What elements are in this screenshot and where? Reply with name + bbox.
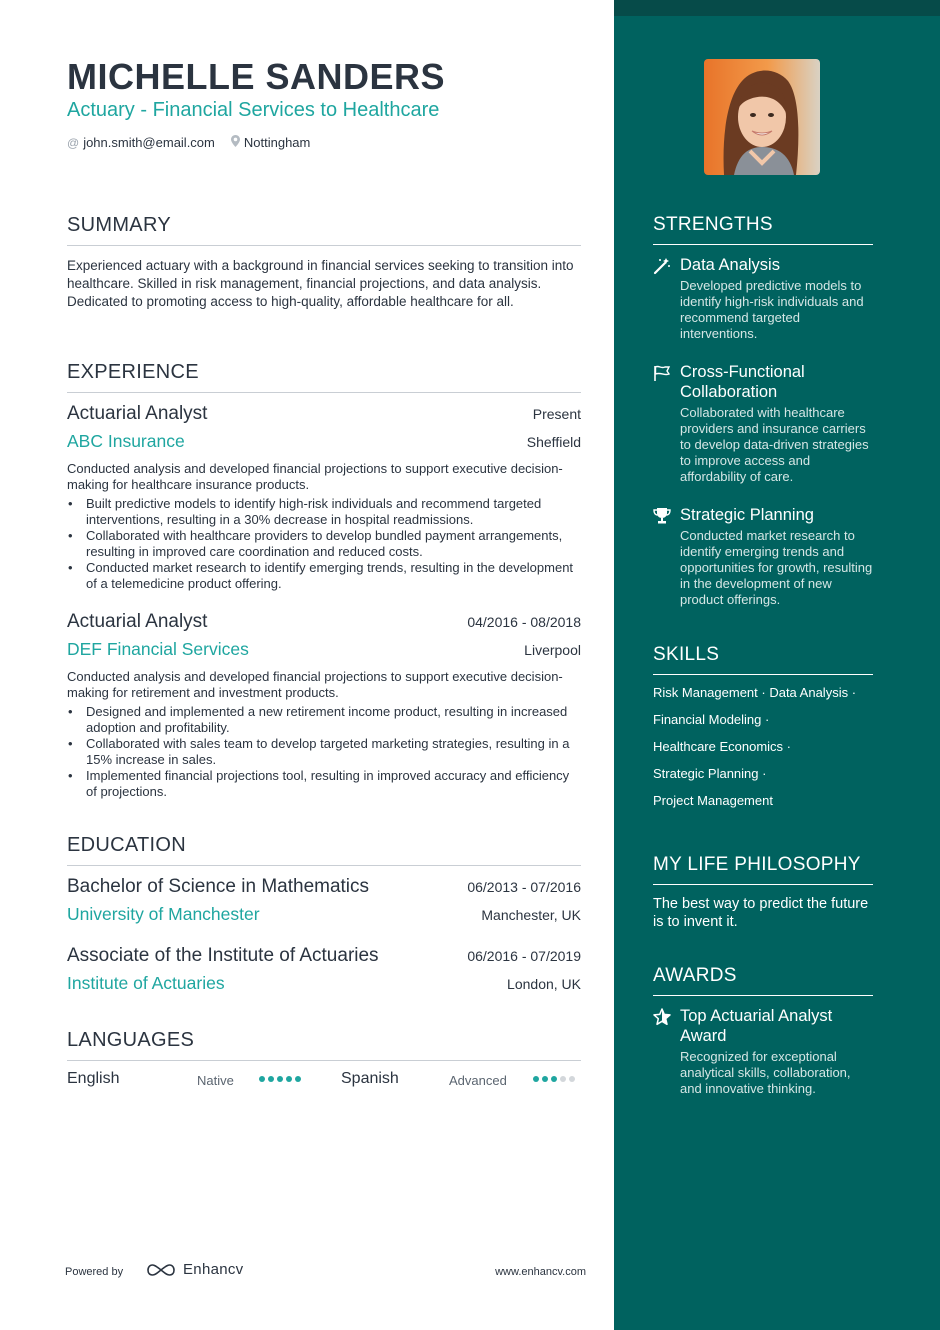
sidebar	[614, 0, 940, 1330]
education-date: 06/2016 - 07/2019	[467, 948, 581, 964]
profile-photo	[704, 59, 820, 175]
skill-line: Healthcare Economics ·	[653, 739, 791, 754]
language-proficiency-dots	[259, 1076, 301, 1082]
proficiency-dot-filled	[551, 1076, 557, 1082]
job-bullet: • Built predictive models to identify high-risk individuals and recommend targeted interventions, resulting in a 30% decrease in hospital readmissions.	[67, 496, 581, 528]
email-text: john.smith@email.com	[83, 135, 215, 150]
degree-title: Bachelor of Science in Mathematics	[67, 876, 370, 897]
language-level: Native	[197, 1073, 234, 1088]
location-pin-icon	[231, 135, 240, 150]
star-icon	[653, 1008, 671, 1026]
language-proficiency-dots	[533, 1076, 575, 1082]
trophy-icon	[653, 507, 671, 525]
contact-info	[67, 135, 310, 150]
enhancv-brand: Enhancv	[183, 1261, 244, 1278]
award-item	[653, 1006, 875, 1097]
languages-list	[67, 1070, 581, 1092]
languages-heading: LANGUAGES	[67, 1029, 581, 1061]
profile-photo-image	[704, 59, 820, 175]
proficiency-dot-empty	[560, 1076, 566, 1082]
education-heading: EDUCATION	[67, 834, 581, 866]
summary-text: Experienced actuary with a background in financial services seeking to transition into healthcare. Skilled in risk management, financial projections, and data analysis. Dedicated to promoting access to high-quality, affordable healthcare for all.	[67, 258, 574, 309]
strength-item	[653, 505, 875, 608]
candidate-name: MICHELLE SANDERS	[67, 56, 446, 97]
job-bullet: • Conducted market research to identify emerging trends, resulting in the development of a telemedicine product offering.	[67, 560, 581, 592]
language-level: Advanced	[449, 1073, 507, 1088]
job-bullets	[67, 496, 581, 592]
magic-wand-icon	[653, 257, 671, 275]
award-text: Recognized for exceptional analytical skills, collaboration, and innovative thinking.	[680, 1049, 851, 1096]
education-location: London, UK	[507, 976, 581, 992]
job-company: ABC Insurance	[67, 431, 185, 451]
job-date: 04/2016 - 08/2018	[467, 614, 581, 630]
job-bullet: • Implemented financial projections tool, resulting in improved accuracy and efficiency of projections.	[67, 768, 581, 800]
strength-item	[653, 255, 875, 342]
summary-heading: SUMMARY	[67, 214, 581, 246]
at-icon: @	[67, 135, 80, 150]
enhancv-logo[interactable]	[145, 1261, 243, 1278]
job-date: Present	[532, 406, 581, 422]
strength-title: Data Analysis	[680, 256, 780, 274]
education-date: 06/2013 - 07/2016	[467, 879, 581, 895]
language-item	[67, 1070, 307, 1088]
job-location: Liverpool	[524, 642, 581, 658]
language-item	[341, 1070, 581, 1088]
experience-item	[67, 403, 581, 592]
skills-list	[653, 685, 883, 820]
education-item	[67, 876, 581, 925]
powered-by-text: Powered by	[65, 1266, 124, 1278]
job-title: Actuarial Analyst	[67, 403, 208, 424]
awards-heading: AWARDS	[653, 965, 873, 996]
job-bullet: • Collaborated with sales team to develop targeted marketing strategies, resulting in a 15% increase in sales.	[67, 736, 581, 768]
school-name: Institute of Actuaries	[67, 973, 225, 993]
proficiency-dot-filled	[259, 1076, 265, 1082]
location-text: Nottingham	[243, 135, 311, 150]
strength-text: Collaborated with healthcare providers and insurance carriers to develop data-driven strategies to improve access and affordability of care.	[680, 405, 869, 484]
experience-heading: EXPERIENCE	[67, 361, 581, 393]
degree-title: Associate of the Institute of Actuaries	[67, 945, 379, 966]
proficiency-dot-filled	[277, 1076, 283, 1082]
flag-icon	[653, 364, 671, 382]
job-description: Conducted analysis and developed financial projections to support executive decision-making for healthcare insurance products.	[67, 461, 563, 492]
school-name: University of Manchester	[67, 904, 260, 924]
job-location: Sheffield	[526, 434, 581, 450]
proficiency-dot-empty	[569, 1076, 575, 1082]
job-title: Actuarial Analyst	[67, 611, 208, 632]
footer	[65, 1261, 586, 1284]
email-contact[interactable]	[67, 135, 215, 150]
philosophy-heading: MY LIFE PHILOSOPHY	[653, 854, 873, 885]
proficiency-dot-filled	[268, 1076, 274, 1082]
strength-title: Cross-Functional Collaboration	[680, 363, 805, 401]
strength-item	[653, 362, 875, 485]
proficiency-dot-filled	[286, 1076, 292, 1082]
job-company: DEF Financial Services	[67, 639, 249, 659]
education-location: Manchester, UK	[481, 907, 581, 923]
job-bullet: • Designed and implemented a new retirement income product, resulting in increased adoption and profitability.	[67, 704, 581, 736]
strength-text: Conducted market research to identify emerging trends and opportunities for growth, resulting in the development of new product offerings.	[680, 528, 873, 607]
location-contact	[231, 135, 310, 150]
strength-title: Strategic Planning	[680, 506, 814, 524]
job-bullets	[67, 704, 581, 800]
sidebar-top-bar	[614, 0, 940, 16]
strength-text: Developed predictive models to identify high-risk individuals and recommend targeted interventions.	[680, 278, 864, 341]
skills-heading: SKILLS	[653, 644, 873, 675]
strengths-heading: STRENGTHS	[653, 214, 873, 245]
footer-url[interactable]: www.enhancv.com	[495, 1266, 586, 1278]
proficiency-dot-filled	[295, 1076, 301, 1082]
proficiency-dot-filled	[542, 1076, 548, 1082]
experience-item	[67, 611, 581, 800]
skill-line: Financial Modeling ·	[653, 712, 770, 727]
skill-line: Project Management	[653, 793, 773, 808]
education-item	[67, 945, 581, 994]
language-name: Spanish	[341, 1070, 399, 1087]
skill-line: Risk Management · Data Analysis ·	[653, 685, 857, 700]
skill-line: Strategic Planning ·	[653, 766, 767, 781]
job-bullet: • Collaborated with healthcare providers to develop bundled payment arrangements, resulting in improved care coordination and reduced costs.	[67, 528, 581, 560]
language-name: English	[67, 1070, 120, 1087]
job-description: Conducted analysis and developed financial projections to support executive decision-making for retirement and investment products.	[67, 669, 563, 700]
philosophy-text: The best way to predict the future is to invent it.	[653, 896, 869, 930]
proficiency-dot-filled	[533, 1076, 539, 1082]
award-title: Top Actuarial Analyst Award	[680, 1007, 833, 1045]
candidate-role: Actuary - Financial Services to Healthcare	[67, 99, 440, 121]
enhancv-logo-icon	[145, 1262, 177, 1278]
